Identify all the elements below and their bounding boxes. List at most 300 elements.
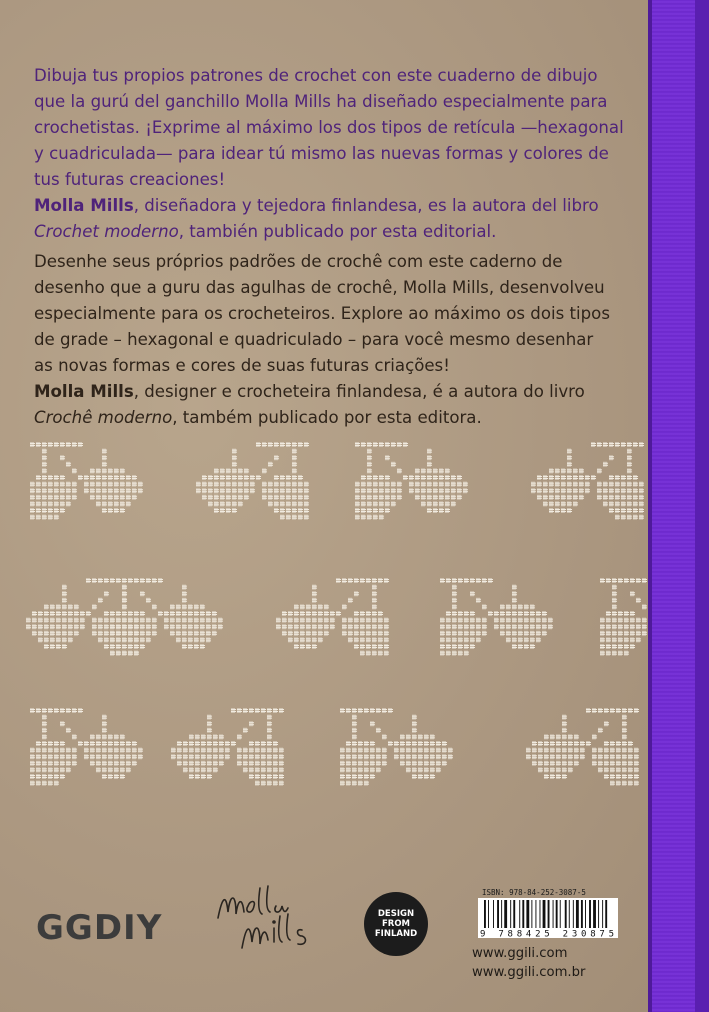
stitch-mark (206, 637, 211, 642)
stitch-mark (562, 728, 567, 733)
stitch-mark (470, 578, 475, 583)
stitch-mark (458, 651, 463, 656)
stitch-mark (36, 495, 41, 500)
stitch-mark (500, 618, 505, 623)
stitch-mark (612, 644, 617, 649)
stitch-mark (606, 578, 611, 583)
stitch-mark (282, 611, 287, 616)
stitch-mark (243, 708, 248, 713)
stitch-mark (354, 631, 359, 636)
stitch-mark (104, 637, 109, 642)
stitch-mark (108, 475, 113, 480)
stitch-mark (170, 624, 175, 629)
stitch-mark (286, 501, 291, 506)
stitch-mark (232, 449, 237, 454)
stitch-mark (418, 734, 423, 739)
stitch-mark (54, 495, 59, 500)
stitch-mark (108, 748, 113, 753)
stitch-mark (361, 515, 366, 520)
stitch-mark (384, 637, 389, 642)
stitch-mark (182, 598, 187, 603)
stitch-mark (622, 734, 627, 739)
stitch-mark (182, 631, 187, 636)
stitch-mark (630, 618, 635, 623)
stitch-mark (292, 488, 297, 493)
stitch-mark (243, 754, 248, 759)
stitch-mark (267, 734, 272, 739)
stitch-mark (379, 515, 384, 520)
portuguese-book-line (34, 405, 624, 431)
stitch-mark (409, 488, 414, 493)
stitch-mark (268, 488, 273, 493)
stitch-mark (60, 754, 65, 759)
stitch-mark (188, 644, 193, 649)
stitch-mark (370, 774, 375, 779)
stitch-mark (255, 741, 260, 746)
stitch-mark (538, 754, 543, 759)
stitch-mark (348, 624, 353, 629)
stitch-mark (132, 475, 137, 480)
stitch-mark (378, 644, 383, 649)
stitch-mark (384, 631, 389, 636)
stitch-mark (384, 624, 389, 629)
stitch-mark (379, 501, 384, 506)
stitch-mark (132, 741, 137, 746)
stitch-mark (524, 631, 529, 636)
stitch-mark (604, 748, 609, 753)
stitch-mark (54, 774, 59, 779)
stitch-mark (194, 618, 199, 623)
stitch-mark (207, 754, 212, 759)
stitch-mark (182, 637, 187, 642)
stitch-mark (624, 624, 629, 629)
stitch-mark (220, 508, 225, 513)
stitch-mark (62, 624, 67, 629)
stitch-mark (108, 774, 113, 779)
stitch-mark (549, 482, 554, 487)
stitch-mark (304, 508, 309, 513)
stitch-mark (366, 637, 371, 642)
stitch-mark (96, 734, 101, 739)
stitch-mark (92, 624, 97, 629)
stitch-mark (612, 585, 617, 590)
stitch-mark (340, 761, 345, 766)
portuguese-author-line (34, 379, 624, 405)
stitch-mark (609, 482, 614, 487)
stitch-mark (561, 501, 566, 506)
stitch-mark (531, 488, 536, 493)
stitch-mark (624, 637, 629, 642)
stitch-mark (415, 468, 420, 473)
stitch-mark (78, 741, 83, 746)
stitch-mark (598, 748, 603, 753)
stitch-mark (304, 515, 309, 520)
stitch-mark (170, 631, 175, 636)
stitch-mark (621, 475, 626, 480)
stitch-mark (54, 741, 59, 746)
stitch-mark (62, 585, 67, 590)
stitch-mark (370, 754, 375, 759)
stitch-mark (616, 754, 621, 759)
stitch-mark (238, 488, 243, 493)
stitch-mark (378, 611, 383, 616)
stitch-mark (212, 631, 217, 636)
stitch-mark (96, 495, 101, 500)
stitch-mark (597, 468, 602, 473)
stitch-mark (355, 501, 360, 506)
stitch-mark (182, 618, 187, 623)
stitch-mark (237, 754, 242, 759)
stitch-mark (98, 618, 103, 623)
stitch-mark (421, 501, 426, 506)
stitch-mark (366, 624, 371, 629)
stitch-mark (92, 578, 97, 583)
stitch-mark (182, 644, 187, 649)
stitch-mark (555, 482, 560, 487)
stitch-mark (391, 488, 396, 493)
stitch-mark (195, 754, 200, 759)
stitch-mark (336, 611, 341, 616)
stitch-mark (385, 455, 390, 460)
stitch-mark (537, 475, 542, 480)
stitch-mark (457, 488, 462, 493)
stitch-mark (604, 754, 609, 759)
stitch-mark (397, 495, 402, 500)
stitch-mark (132, 488, 137, 493)
stitch-mark (600, 618, 605, 623)
stitch-mark (568, 734, 573, 739)
stitch-mark (232, 501, 237, 506)
stitch-mark (457, 475, 462, 480)
stitch-mark (624, 578, 629, 583)
portuguese-line: de grade – hexagonal e quadriculado – para você mesmo desenhar (34, 330, 594, 349)
url-brazil[interactable]: www.ggili.com.br (472, 965, 586, 980)
stitch-mark (202, 482, 207, 487)
stitch-mark (262, 495, 267, 500)
spanish-line: crochetistas. ¡Exprime al máximo los dos tipos de retícula —hexagonal (34, 118, 624, 137)
stitch-mark (30, 495, 35, 500)
design-from-finland-logo (364, 892, 428, 956)
stitch-mark (427, 455, 432, 460)
stitch-mark (518, 618, 523, 623)
stitch-mark (526, 748, 531, 753)
portuguese-description (34, 249, 624, 431)
stitch-mark (104, 618, 109, 623)
stitch-mark (288, 631, 293, 636)
stitch-mark (358, 741, 363, 746)
stitch-mark (36, 741, 41, 746)
stitch-mark (188, 611, 193, 616)
stitch-mark (60, 455, 65, 460)
stitch-mark (96, 488, 101, 493)
stitch-mark (488, 578, 493, 583)
stitch-mark (90, 468, 95, 473)
stitch-mark (171, 748, 176, 753)
stitch-mark (642, 624, 647, 629)
stitch-mark (549, 468, 554, 473)
stitch-mark (122, 604, 127, 609)
stitch-mark (116, 651, 121, 656)
stitch-mark (312, 604, 317, 609)
stitch-mark (400, 754, 405, 759)
stitch-mark (42, 767, 47, 772)
stitch-mark (42, 482, 47, 487)
stitch-mark (418, 767, 423, 772)
stitch-mark (116, 611, 121, 616)
stitch-mark (536, 611, 541, 616)
stitch-mark (232, 462, 237, 467)
stitch-mark (562, 767, 567, 772)
stitch-mark (237, 748, 242, 753)
stitch-mark (36, 488, 41, 493)
stitch-mark (538, 748, 543, 753)
stitch-mark (126, 767, 131, 772)
stitch-mark (494, 618, 499, 623)
stitch-mark (219, 748, 224, 753)
stitch-mark (92, 604, 97, 609)
stitch-mark (567, 475, 572, 480)
stitch-mark (544, 741, 549, 746)
stitch-mark (126, 482, 131, 487)
stitch-mark (379, 482, 384, 487)
stitch-mark (370, 761, 375, 766)
stitch-mark (562, 774, 567, 779)
stitch-mark (597, 488, 602, 493)
stitch-mark (132, 754, 137, 759)
stitch-mark (206, 618, 211, 623)
stitch-mark (606, 618, 611, 623)
stitch-mark (415, 475, 420, 480)
stitch-mark (346, 708, 351, 713)
stitch-mark (201, 734, 206, 739)
stitch-mark (62, 604, 67, 609)
stitch-mark (122, 591, 127, 596)
stitch-mark (92, 631, 97, 636)
author-bio: , designer e crocheteira finlandesa, é a autora do livro (133, 382, 585, 401)
stitch-mark (463, 482, 468, 487)
stitch-mark (604, 708, 609, 713)
stitch-mark (114, 774, 119, 779)
stitch-mark (213, 761, 218, 766)
stitch-mark (442, 748, 447, 753)
stitch-mark (294, 611, 299, 616)
stitch-mark (108, 761, 113, 766)
stitch-mark (54, 508, 59, 513)
stitch-mark (430, 734, 435, 739)
stitch-mark (544, 754, 549, 759)
stitch-mark (567, 462, 572, 467)
stitch-mark (385, 442, 390, 447)
stitch-mark (298, 501, 303, 506)
stitch-mark (445, 482, 450, 487)
stitch-mark (612, 618, 617, 623)
stitch-mark (208, 482, 213, 487)
stitch-mark (110, 578, 115, 583)
stitch-mark (452, 637, 457, 642)
stitch-mark (195, 748, 200, 753)
stitch-mark (452, 618, 457, 623)
stitch-mark (44, 631, 49, 636)
stitch-mark (38, 631, 43, 636)
stitch-mark (352, 734, 357, 739)
stitch-mark (439, 508, 444, 513)
stitch-mark (555, 488, 560, 493)
stitch-mark (622, 748, 627, 753)
stitch-mark (360, 624, 365, 629)
url-spain[interactable]: www.ggili.com (472, 946, 568, 961)
stitch-mark (255, 754, 260, 759)
stitch-mark (412, 754, 417, 759)
stitch-mark (44, 624, 49, 629)
stitch-mark (556, 761, 561, 766)
stitch-mark (634, 748, 639, 753)
stitch-mark (448, 748, 453, 753)
stitch-mark (50, 604, 55, 609)
stitch-mark (207, 774, 212, 779)
stitch-mark (421, 468, 426, 473)
stitch-mark (406, 734, 411, 739)
stitch-mark (84, 488, 89, 493)
stitch-mark (170, 604, 175, 609)
stitch-mark (367, 455, 372, 460)
stitch-mark (189, 774, 194, 779)
stitch-mark (549, 475, 554, 480)
stitch-mark (518, 624, 523, 629)
stitch-mark (636, 598, 641, 603)
stitch-mark (630, 637, 635, 642)
stitch-mark (360, 611, 365, 616)
stitch-mark (220, 488, 225, 493)
stitch-mark (354, 618, 359, 623)
stitch-mark (346, 781, 351, 786)
stitch-mark (340, 767, 345, 772)
stitch-mark (340, 781, 345, 786)
stitch-mark (298, 442, 303, 447)
stitch-mark (592, 708, 597, 713)
stitch-mark (391, 482, 396, 487)
stitch-mark (530, 604, 535, 609)
stitch-mark (56, 604, 61, 609)
stitch-mark (90, 734, 95, 739)
stitch-mark (518, 611, 523, 616)
stitch-mark (280, 475, 285, 480)
stitch-mark (624, 631, 629, 636)
stitch-mark (439, 495, 444, 500)
stitch-mark (279, 708, 284, 713)
stitch-mark (464, 644, 469, 649)
stitch-mark (358, 748, 363, 753)
stitch-mark (318, 631, 323, 636)
stitch-mark (630, 631, 635, 636)
stitch-mark (66, 462, 71, 467)
stitch-mark (385, 501, 390, 506)
stitch-mark (312, 624, 317, 629)
stitch-mark (556, 774, 561, 779)
stitch-mark (48, 475, 53, 480)
stitch-mark (48, 761, 53, 766)
stitch-mark (182, 611, 187, 616)
stitch-mark (220, 482, 225, 487)
stitch-mark (132, 748, 137, 753)
spanish-line: que la gurú del ganchillo Molla Mills ha diseñado especialmente para (34, 92, 608, 111)
stitch-mark (573, 475, 578, 480)
stitch-mark (440, 618, 445, 623)
stitch-mark (250, 475, 255, 480)
stitch-mark (202, 475, 207, 480)
stitch-mark (385, 475, 390, 480)
stitch-mark (54, 442, 59, 447)
stitch-mark (412, 767, 417, 772)
stitch-mark (138, 488, 143, 493)
stitch-mark (586, 741, 591, 746)
stitch-mark (249, 708, 254, 713)
stitch-mark (114, 748, 119, 753)
stitch-mark (189, 734, 194, 739)
stitch-mark (544, 748, 549, 753)
stitch-mark (200, 604, 205, 609)
stitch-mark (74, 611, 79, 616)
stitch-mark (54, 748, 59, 753)
stitch-mark (427, 501, 432, 506)
stitch-mark (488, 611, 493, 616)
stitch-mark (36, 475, 41, 480)
stitch-mark (360, 651, 365, 656)
stitch-mark (352, 728, 357, 733)
stitch-mark (624, 618, 629, 623)
stitch-mark (238, 468, 243, 473)
stitch-mark (346, 774, 351, 779)
stitch-mark (542, 631, 547, 636)
stitch-mark (60, 495, 65, 500)
portuguese-line: Desenhe seus próprios padrões de crochê com este caderno de (34, 252, 563, 271)
stitch-mark (120, 501, 125, 506)
stitch-mark (427, 449, 432, 454)
stitch-mark (102, 508, 107, 513)
stitch-mark (542, 624, 547, 629)
stitch-mark (102, 462, 107, 467)
stitch-mark (470, 637, 475, 642)
isbn-barcode (478, 898, 618, 938)
stitch-mark (427, 482, 432, 487)
stitch-mark (300, 637, 305, 642)
stitch-mark (530, 618, 535, 623)
stitch-mark (226, 508, 231, 513)
stitch-mark (464, 618, 469, 623)
stitch-mark (273, 748, 278, 753)
ggdiy-logo: GGDIY (36, 908, 163, 948)
stitch-mark (364, 767, 369, 772)
stitch-mark (36, 767, 41, 772)
stitch-mark (403, 442, 408, 447)
stitch-mark (42, 781, 47, 786)
stitch-mark (194, 631, 199, 636)
stitch-mark (610, 754, 615, 759)
stitch-mark (633, 495, 638, 500)
stitch-mark (126, 475, 131, 480)
stitch-mark (397, 482, 402, 487)
stitch-mark (550, 748, 555, 753)
stitch-mark (518, 604, 523, 609)
stitch-mark (354, 591, 359, 596)
stitch-mark (140, 611, 145, 616)
stitch-mark (628, 781, 633, 786)
stitch-mark (48, 501, 53, 506)
stitch-mark (116, 631, 121, 636)
stitch-mark (276, 618, 281, 623)
stitch-mark (470, 624, 475, 629)
stitch-mark (562, 734, 567, 739)
stitch-mark (336, 578, 341, 583)
